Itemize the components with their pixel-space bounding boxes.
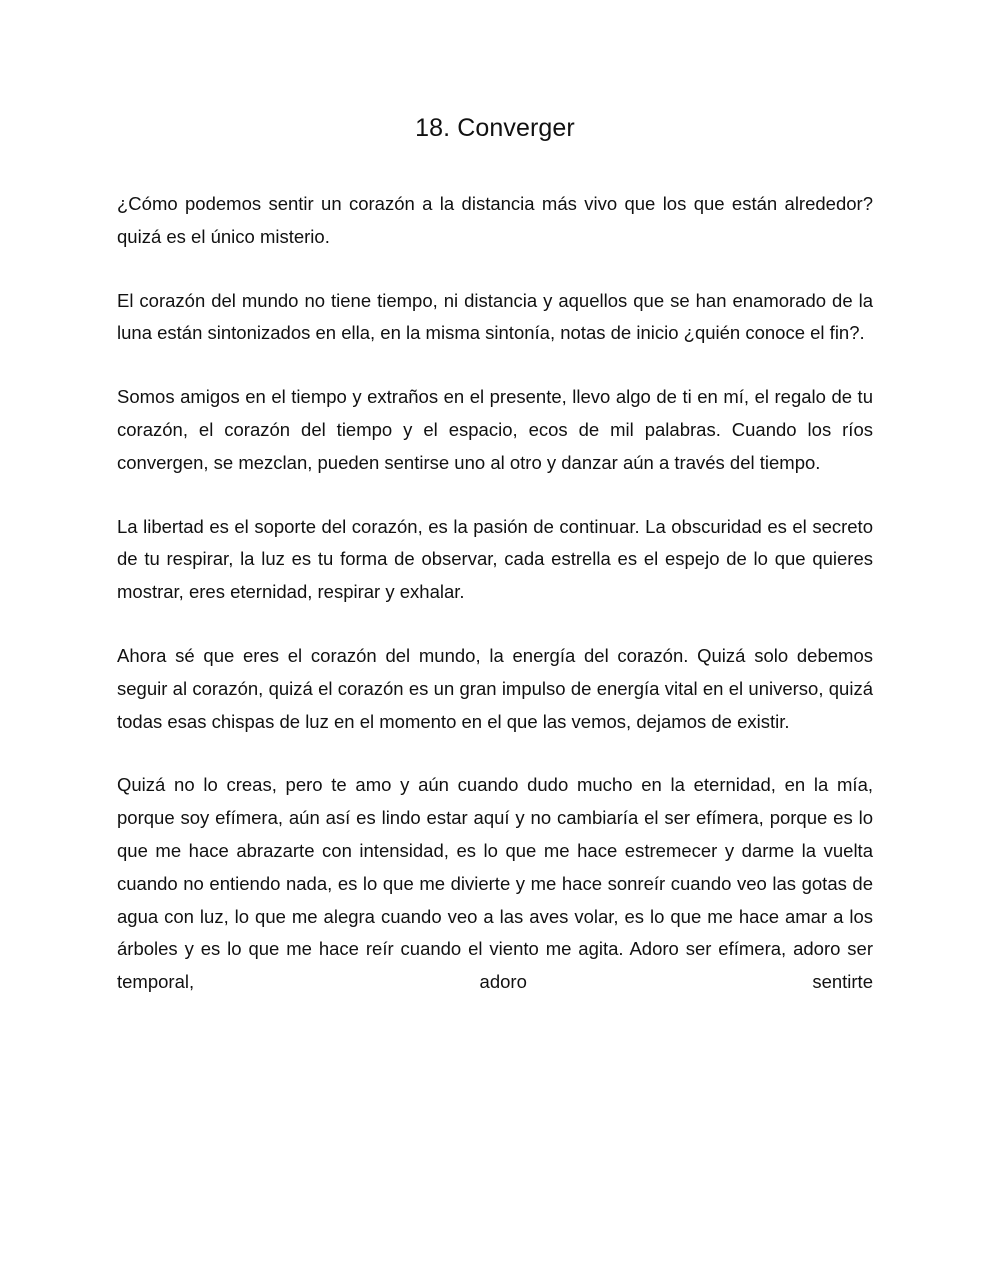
paragraph-3: Somos amigos en el tiempo y extraños en el presente, llevo algo de ti en mí, el regalo de tu corazón, el corazón del tiempo y el espacio, ecos de mil palabras. Cuando los ríos convergen, se mezclan, pueden sentirse uno al otro y danzar aún a través del tiempo. <box>117 386 873 473</box>
document-body <box>117 188 873 999</box>
paragraph-4: La libertad es el soporte del corazón, es la pasión de continuar. La obscuridad es el secreto de tu respirar, la luz es tu forma de observar, cada estrella es el espejo de lo que quieres mostrar, eres eternidad, respirar y exhalar. <box>117 515 873 603</box>
paragraph-2: El corazón del mundo no tiene tiempo, ni distancia y aquellos que se han enamorado de la luna están sintonizados en ella, en la misma sintonía, notas de inicio ¿quién conoce el fin?. <box>117 289 873 344</box>
paragraph-6: Quizá no lo creas, pero te amo y aún cuando dudo mucho en la eternidad, en la mía, porque soy efímera, aún así es lindo estar aquí y no cambiaría el ser efímera, porque es lo que me hace abrazarte con intensidad, es lo que me hace estremecer y darme la vuelta cuando no entiendo nada, es lo que me divierte y me hace sonreír cuando veo las gotas de agua con luz, lo que me alegra cuando veo a las aves volar, es lo que me hace amar a los árboles y es lo que me hace reír cuando el viento me agita. Adoro ser efímera, adoro ser temporal, adoro sentirte <box>117 774 873 993</box>
paragraph-5: Ahora sé que eres el corazón del mundo, la energía del corazón. Quizá solo debemos seguir al corazón, quizá el corazón es un gran impulso de energía vital en el universo, quizá todas esas chispas de luz en el momento en el que las vemos, dejamos de existir. <box>117 644 873 732</box>
paragraph-1: ¿Cómo podemos sentir un corazón a la distancia más vivo que los que están alrededor? quizá es el único misterio. <box>117 193 873 247</box>
page-title: 18. Converger <box>415 114 575 142</box>
